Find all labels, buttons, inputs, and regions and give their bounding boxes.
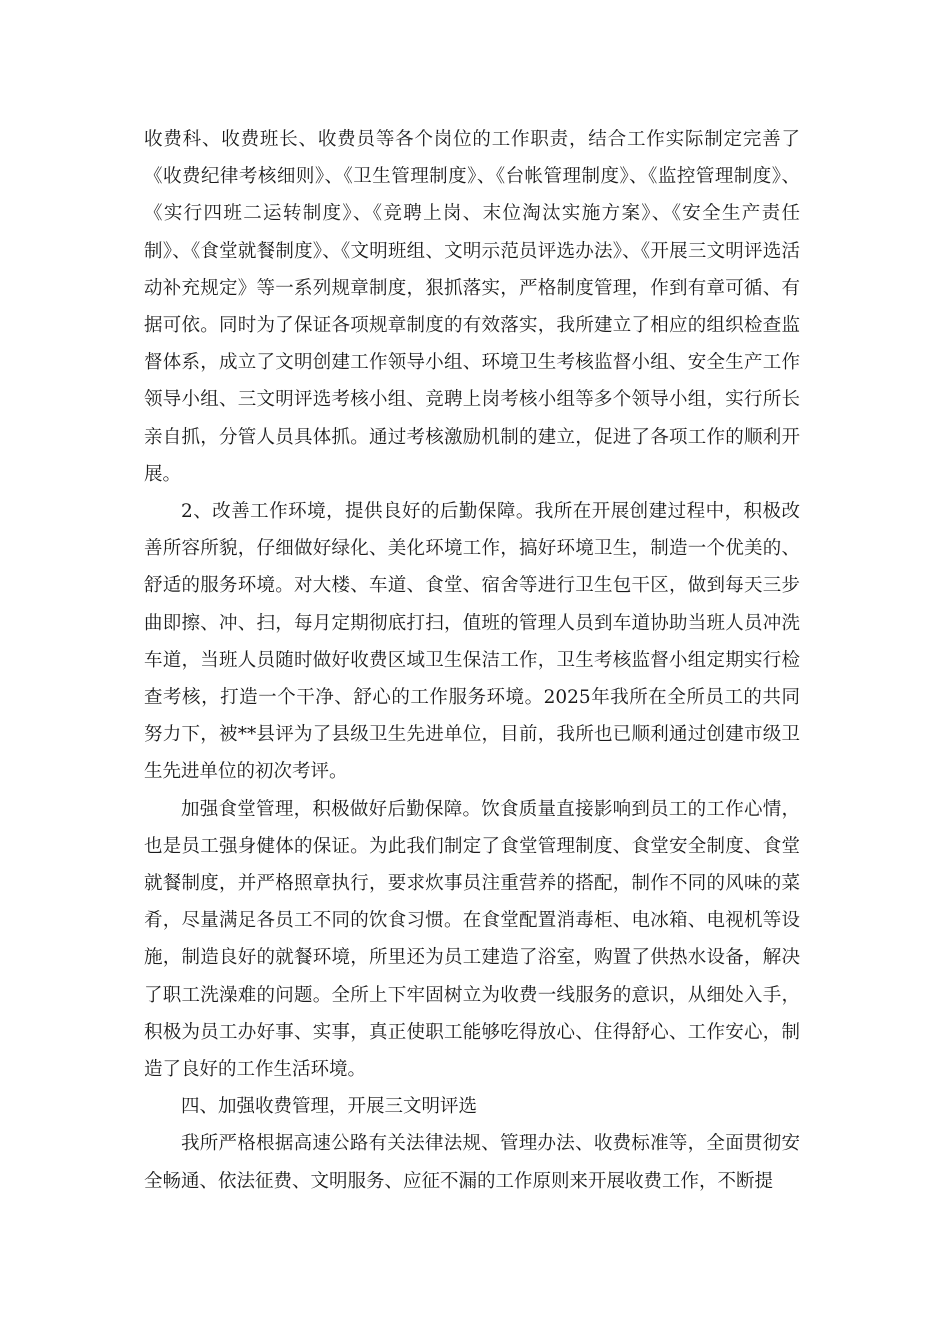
paragraph-toll-principles: 我所严格根据高速公路有关法律法规、管理办法、收费标准等，全面贯彻安全畅通、依法征费、文明服务、应征不漏的工作原则来开展收费工作，不断提 xyxy=(144,1133,800,1192)
paragraph-canteen-management: 加强食堂管理，积极做好后勤保障。饮食质量直接影响到员工的工作心情，也是员工强身健体的保证。为此我们制定了食堂管理制度、食堂安全制度、食堂就餐制度，并严格照章执行，要求炊事员注重营养的搭配，制作不同的风味的菜肴，尽量满足各员工不同的饮食习惯。在食堂配置消毒柜、电冰箱、电视机等设施，制造良好的就餐环境，所里还为员工建造了浴室，购置了供热水设备，解决了职工洗澡难的问题。全所上下牢固树立为收费一线服务的意识，从细处入手，积极为员工办好事、实事，真正使职工能够吃得放心、住得舒心、工作安心，制造了良好的工作生活环境。 xyxy=(144,798,800,1081)
paragraph-work-environment: 2、改善工作环境，提供良好的后勤保障。我所在开展创建过程中，积极改善所容所貌，仔细做好绿化、美化环境工作，搞好环境卫生，制造一个优美的、舒适的服务环境。对大楼、车道、食堂、宿舍等进行卫生包干区，做到每天三步曲即擦、冲、扫，每月定期彻底打扫，值班的管理人员到车道协助当班人员冲洗车道，当班人员随时做好收费区域卫生保洁工作，卫生考核监督小组定期实行检查考核，打造一个干净、舒心的工作服务环境。2025年我所在全所员工的共同努力下，被**县评为了县级卫生先进单位，目前，我所也已顺利通过创建市级卫生先进单位的初次考评。 xyxy=(144,501,800,783)
document-body xyxy=(144,121,800,1200)
section-heading-toll-management: 四、加强收费管理，开展三文明评选 xyxy=(181,1096,478,1118)
paragraph-responsibilities: 收费科、收费班长、收费员等各个岗位的工作职责，结合工作实际制定完善了《收费纪律考核细则》、《卫生管理制度》、《台帐管理制度》、《监控管理制度》、《实行四班二运转制度》、《竞聘上岗、末位淘汰实施方案》、《安全生产责任制》、《食堂就餐制度》、《文明班组、文明示范员评选办法》、《开展三文明评选活动补充规定》等一系列规章制度，狠抓落实，严格制度管理，作到有章可循、有据可依。同时为了保证各项规章制度的有效落实，我所建立了相应的组织检查监督体系，成立了文明创建工作领导小组、环境卫生考核监督小组、安全生产工作领导小组、三文明评选考核小组、竞聘上岗考核小组等多个领导小组，实行所长亲自抓，分管人员具体抓。通过考核激励机制的建立，促进了各项工作的顺利开展。 xyxy=(144,129,800,485)
